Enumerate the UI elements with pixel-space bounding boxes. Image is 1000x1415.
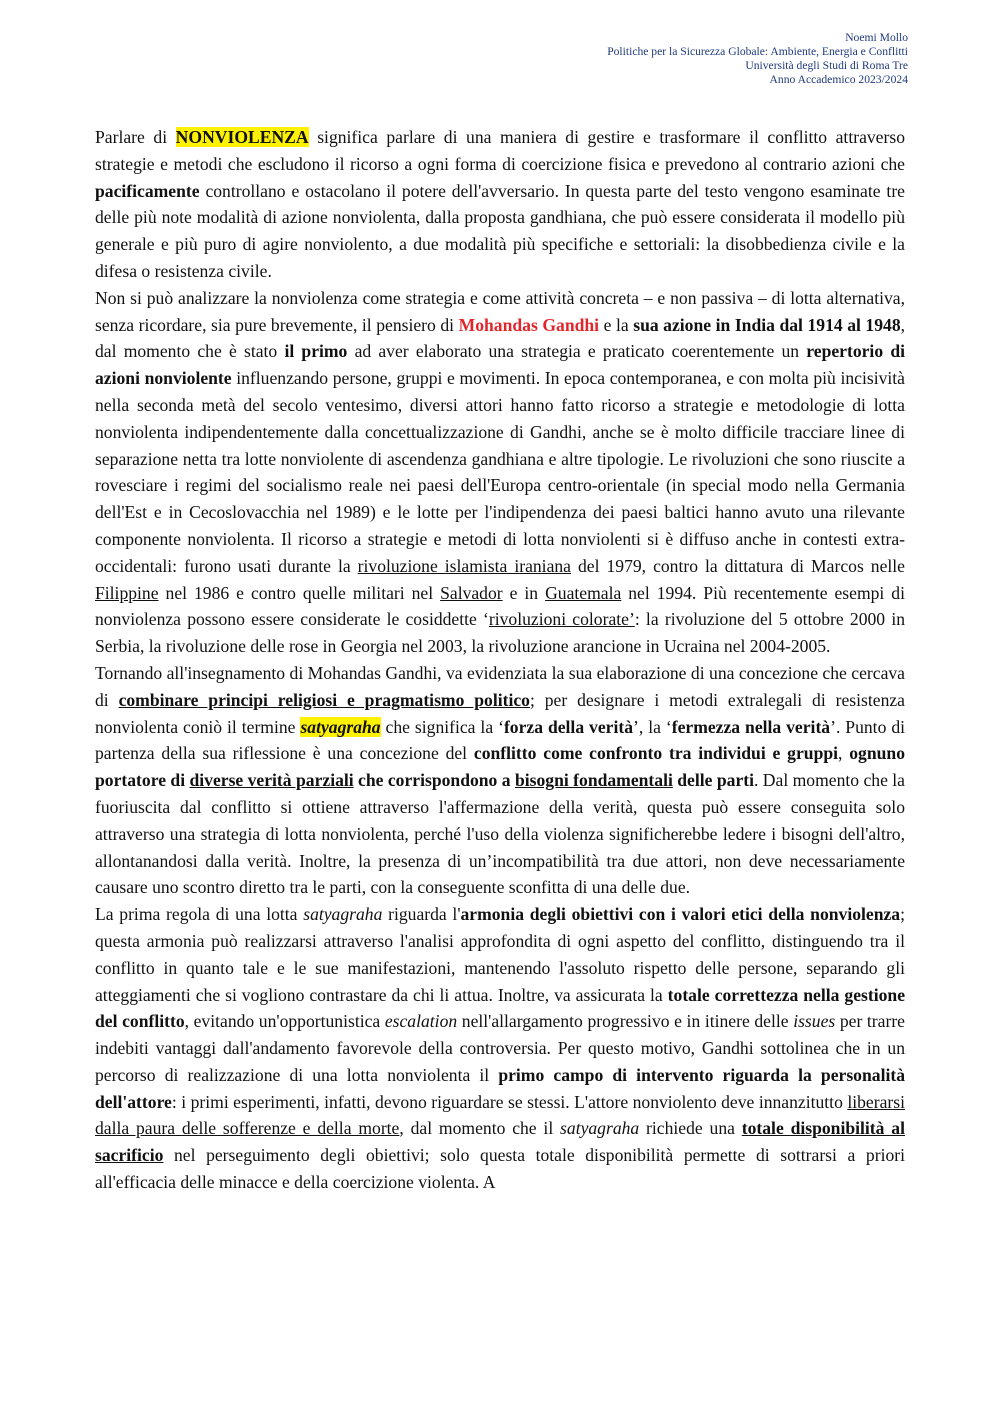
text-run: : la rivoluzione del 5 ottobre 2000 in Serbia, la rivoluzione delle rose in Georgia nel 2003, la rivoluzione arancione in Ucraina nel 2004-2005. bbox=[95, 609, 905, 657]
text-run-emphasis: rivoluzione islamista iraniana bbox=[357, 555, 571, 576]
text-run-emphasis: NONVIOLENZA bbox=[175, 127, 309, 147]
text-run-emphasis: bisogni fondamentali bbox=[514, 770, 673, 791]
text-run-emphasis: satyagraha bbox=[300, 716, 381, 737]
text-run-emphasis: sua azione in India dal 1914 al 1948 bbox=[633, 314, 901, 335]
text-run: , dal momento che il bbox=[399, 1118, 561, 1139]
text-run-emphasis: issues bbox=[793, 1011, 836, 1032]
text-run: e in bbox=[502, 582, 546, 603]
text-run: richiede una bbox=[639, 1118, 742, 1139]
text-run-emphasis: rivoluzioni colorate’ bbox=[488, 609, 635, 630]
text-run-emphasis: Mohandas Gandhi bbox=[458, 314, 600, 335]
text-run: influenzando persone, gruppi e movimenti. In epoca contemporanea, e con molta più incisività nella seconda metà del secolo ventesimo, diversi attori hanno fatto ricorso a strategie e metodologie di lotta nonviolenta indipendentemente dalla concettualizzazione di Gandhi, anche se è molto difficile tracciare linee di separazione netta tra lotte nonviolente di ascendenza gandhiana e altre tipologie. Le rivoluzioni che sono riuscite a rovesciare i regimi del socialismo reale nei paesi dell'Europa centro-orientale (in special modo nella Germania dell'Est e in Cecoslovacchia nel 1989) e le lotte per l'indipendenza dei paesi baltici hanno avuto una rilevante componente nonviolenta. Il ricorso a strategie e metodi di lotta nonviolenti si è diffuso anche in contesti extra-occidentali: furono usati durante la bbox=[95, 368, 905, 576]
text-run: riguarda l' bbox=[382, 904, 461, 925]
text-run: ; per designare i metodi extralegali di resistenza nonviolenta coniò il termine bbox=[95, 689, 905, 737]
text-run: ; questa armonia può realizzarsi attraverso l'analisi approfondita di ogni aspetto del conflitto, distinguendo tra il conflitto in quanto tale e le sue manifestazioni, mantenendo l'assoluto rispetto delle persone, separando gli atteggiamenti che si vogliono contrastare da chi li attua. Inoltre, va assicurata la bbox=[95, 904, 905, 1005]
text-run: che significa la ‘ bbox=[380, 716, 504, 737]
header-author: Noemi Mollo bbox=[845, 31, 908, 44]
text-run-emphasis: Guatemala bbox=[545, 582, 622, 603]
text-run: . Dal momento che la fuoriuscita dal conflitto si ottiene attraverso l'affermazione della verità, questa può essere conseguita solo attraverso una strategia di lotta nonviolenta, perché l'uso della violenza significherebbe ledere i bisogni dell'altro, allontanandosi dalla verità. Inoltre, la presenza di un’incompatibilità tra due attori, non deve necessariamente causare uno scontro diretto tra le parti, con la conseguente sconfitta di una delle due. bbox=[95, 770, 905, 898]
text-run: ’. Punto di partenza della sua riflessione è una concezione del bbox=[95, 716, 905, 764]
text-run: per trarre indebiti vantaggi dall'andamento favorevole della controversia. Per questo motivo, Gandhi sottolinea che in un percorso di realizzazione di una lotta nonviolenta il bbox=[95, 1011, 905, 1085]
text-run: , dal momento che è stato bbox=[95, 314, 906, 362]
header-course: Politiche per la Sicurezza Globale: Ambiente, Energia e Conflitti bbox=[607, 45, 908, 58]
text-run-emphasis: escalation bbox=[384, 1011, 458, 1032]
text-run-emphasis: totale disponibilità al sacrificio bbox=[95, 1118, 905, 1166]
text-run: Parlare di bbox=[95, 127, 176, 147]
text-run: significa parlare di una maniera di gestire e trasformare il conflitto attraverso strategie e metodi che escludono il ricorso a ogni forma di coercizione fisica e prevedono al contrario azioni che bbox=[95, 127, 905, 174]
text-run-emphasis: diverse verità parziali bbox=[189, 770, 354, 791]
text-run: La prima regola di una lotta bbox=[95, 904, 304, 925]
paragraph-satyagraha bbox=[95, 660, 905, 901]
header-university: Università degli Studi di Roma Tre bbox=[745, 59, 908, 72]
text-run: Non si può analizzare la nonviolenza come strategia e come attività concreta – e non passiva – di lotta alternativa, senza ricordare, sia pure brevemente, il pensiero di bbox=[95, 287, 905, 335]
text-run: nell'allargamento progressivo e in itinere delle bbox=[457, 1011, 794, 1032]
text-run-emphasis: combinare principi religiosi e pragmatismo politico bbox=[118, 689, 530, 710]
text-run: , bbox=[838, 743, 850, 764]
page-header bbox=[607, 31, 908, 87]
text-run: ad aver elaborato una strategia e praticato coerentemente un bbox=[347, 341, 807, 362]
paragraph-intro bbox=[95, 124, 905, 285]
text-run-emphasis: forza della verità bbox=[503, 716, 634, 737]
paragraph-history bbox=[95, 285, 905, 660]
text-run-emphasis: liberarsi dalla paura delle sofferenze e della morte bbox=[95, 1091, 905, 1139]
text-run: , evitando un'opportunistica bbox=[184, 1011, 385, 1032]
text-run: del 1979, contro la dittatura di Marcos nelle bbox=[571, 555, 905, 576]
text-run: controllano e ostacolano il potere dell'avversario. In questa parte del testo vengono esaminate tre delle più note modalità di azione nonviolenta, dalla proposta gandhiana, che può essere considerata il modello più generale e più puro di agire nonviolento, a due modalità più specifiche e settoriali: la disobbedienza civile e la difesa o resistenza civile. bbox=[95, 180, 905, 281]
paragraph-first-rule bbox=[95, 901, 905, 1196]
text-run-emphasis: fermezza nella verità bbox=[671, 716, 831, 737]
text-run-emphasis: ognuno portatore di bbox=[95, 743, 905, 791]
text-run-emphasis: il primo bbox=[284, 341, 348, 362]
text-run-emphasis: pacificamente bbox=[95, 180, 200, 201]
text-run-emphasis: primo campo di intervento riguarda la personalità dell'attore bbox=[95, 1064, 905, 1112]
text-run: ’, la ‘ bbox=[633, 716, 672, 737]
text-run: nel 1986 e contro quelle militari nel bbox=[158, 582, 441, 603]
text-run-emphasis: totale correttezza nella gestione del conflitto bbox=[95, 984, 906, 1032]
text-run: nel 1994. Più recentemente esempi di nonviolenza possono essere considerate le cosiddette ‘ bbox=[95, 582, 905, 630]
text-run-emphasis: armonia degli obiettivi con i valori etici della nonviolenza bbox=[460, 904, 901, 925]
text-run: nel perseguimento degli obiettivi; solo questa totale disponibilità permette di sottrarsi a priori all'efficacia delle minacce e della coercizione violenta. A bbox=[95, 1145, 905, 1193]
text-run-emphasis: che corrispondono a bbox=[353, 770, 515, 791]
body-text bbox=[95, 124, 905, 1196]
header-academic-year: Anno Accademico 2023/2024 bbox=[769, 73, 908, 86]
text-run-emphasis: satyagraha bbox=[560, 1118, 640, 1139]
text-run-emphasis: satyagraha bbox=[303, 904, 383, 925]
text-run-emphasis: conflitto come confronto tra individui e gruppi bbox=[473, 743, 839, 764]
text-run-emphasis: repertorio di azioni nonviolente bbox=[95, 341, 905, 389]
text-run: : i primi esperimenti, infatti, devono riguardare se stessi. L'attore nonviolento deve innanzitutto bbox=[171, 1091, 848, 1112]
text-run: e la bbox=[599, 314, 634, 335]
text-run-emphasis: Salvador bbox=[440, 582, 503, 603]
text-run-emphasis: Filippine bbox=[95, 582, 159, 603]
text-run: Tornando all'insegnamento di Mohandas Gandhi, va evidenziata la sua elaborazione di una concezione che cercava di bbox=[95, 662, 905, 710]
text-run-emphasis: delle parti bbox=[672, 770, 754, 791]
